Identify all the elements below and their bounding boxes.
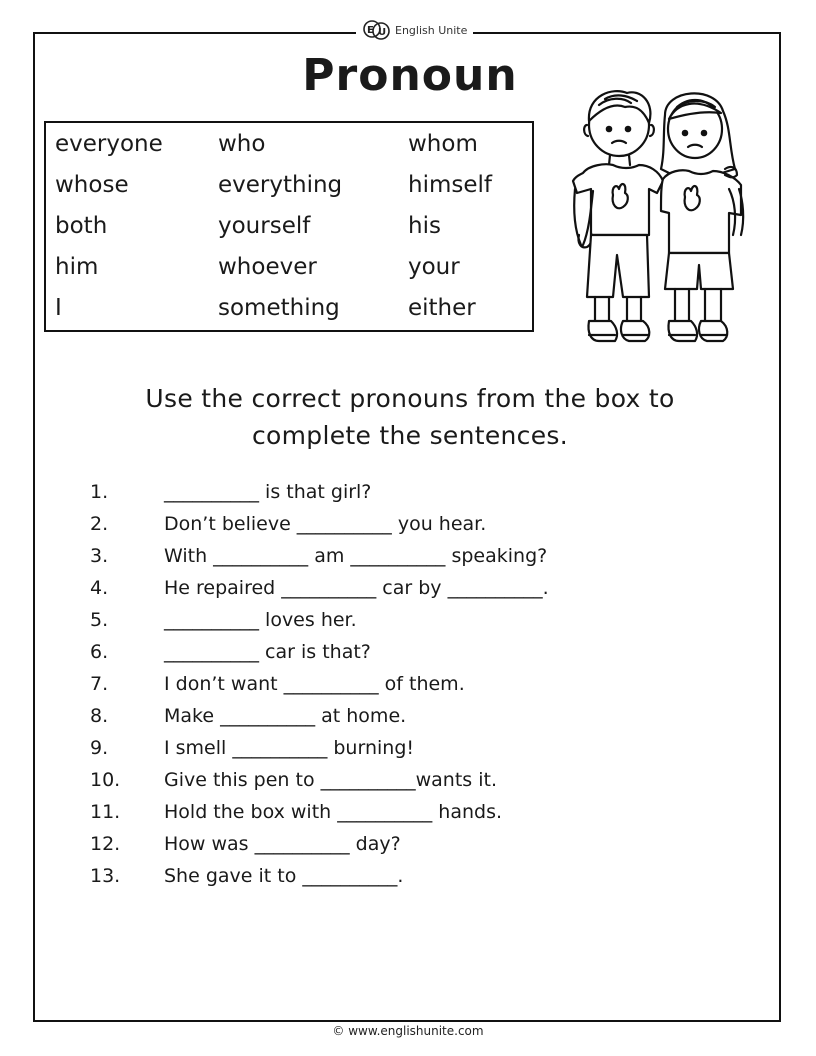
sentence-number: 2. — [90, 513, 109, 535]
word-item: who — [218, 131, 266, 157]
word-item: I — [55, 295, 62, 321]
sentence-text: Don’t believe __________ you hear. — [164, 513, 487, 535]
sentence-number: 13. — [90, 865, 121, 887]
sentence-number: 5. — [90, 609, 109, 631]
sentence-number: 12. — [90, 833, 121, 855]
sentence-text: __________ loves her. — [164, 609, 357, 631]
sentence-text: How was __________ day? — [164, 833, 401, 855]
sentence-text: Make __________ at home. — [164, 705, 407, 727]
sentence-text: __________ is that girl? — [164, 481, 372, 503]
brand-name: English Unite — [395, 23, 468, 37]
sentence-text: With __________ am __________ speaking? — [164, 545, 548, 567]
sentence-number: 4. — [90, 577, 109, 599]
children-illustration — [565, 85, 750, 355]
brand-logo — [356, 15, 473, 45]
word-item: him — [55, 254, 99, 280]
sentence-text: She gave it to __________. — [164, 865, 404, 887]
logo-emblem-icon — [362, 16, 392, 44]
word-item: both — [55, 213, 108, 239]
word-item: whom — [408, 131, 478, 157]
instructions-line-1: Use the correct pronouns from the box to — [145, 384, 675, 413]
instructions — [60, 380, 760, 454]
footer-copyright: © www.englishunite.com — [332, 1024, 484, 1038]
word-item: everything — [218, 172, 343, 198]
sentence-number: 10. — [90, 769, 121, 791]
word-item: whoever — [218, 254, 317, 280]
word-item: something — [218, 295, 340, 321]
sentence-number: 1. — [90, 481, 109, 503]
sentence-number: 8. — [90, 705, 109, 727]
sentence-number: 6. — [90, 641, 109, 663]
pronoun-word-box — [44, 121, 534, 332]
boy-figure — [573, 91, 663, 341]
sentence-number: 9. — [90, 737, 109, 759]
sentence-text: I smell __________ burning! — [164, 737, 414, 759]
sentence-text: He repaired __________ car by __________. — [164, 577, 549, 599]
word-item: himself — [408, 172, 492, 198]
page-title: Pronoun — [302, 50, 518, 101]
svg-text:E: E — [367, 25, 374, 36]
word-item: everyone — [55, 131, 163, 157]
instructions-line-2: complete the sentences. — [252, 421, 568, 450]
word-item: his — [408, 213, 441, 239]
sentence-number: 3. — [90, 545, 109, 567]
sentence-text: Hold the box with __________ hands. — [164, 801, 503, 823]
sentence-text: Give this pen to __________wants it. — [164, 769, 498, 791]
word-item: whose — [55, 172, 129, 198]
girl-figure — [661, 93, 743, 341]
sentence-text: __________ car is that? — [164, 641, 371, 663]
word-item: either — [408, 295, 476, 321]
sentence-number: 7. — [90, 673, 109, 695]
sentence-number: 11. — [90, 801, 121, 823]
sentence-text: I don’t want __________ of them. — [164, 673, 465, 695]
word-item: yourself — [218, 213, 311, 239]
word-item: your — [408, 254, 460, 280]
svg-text:U: U — [378, 27, 387, 38]
